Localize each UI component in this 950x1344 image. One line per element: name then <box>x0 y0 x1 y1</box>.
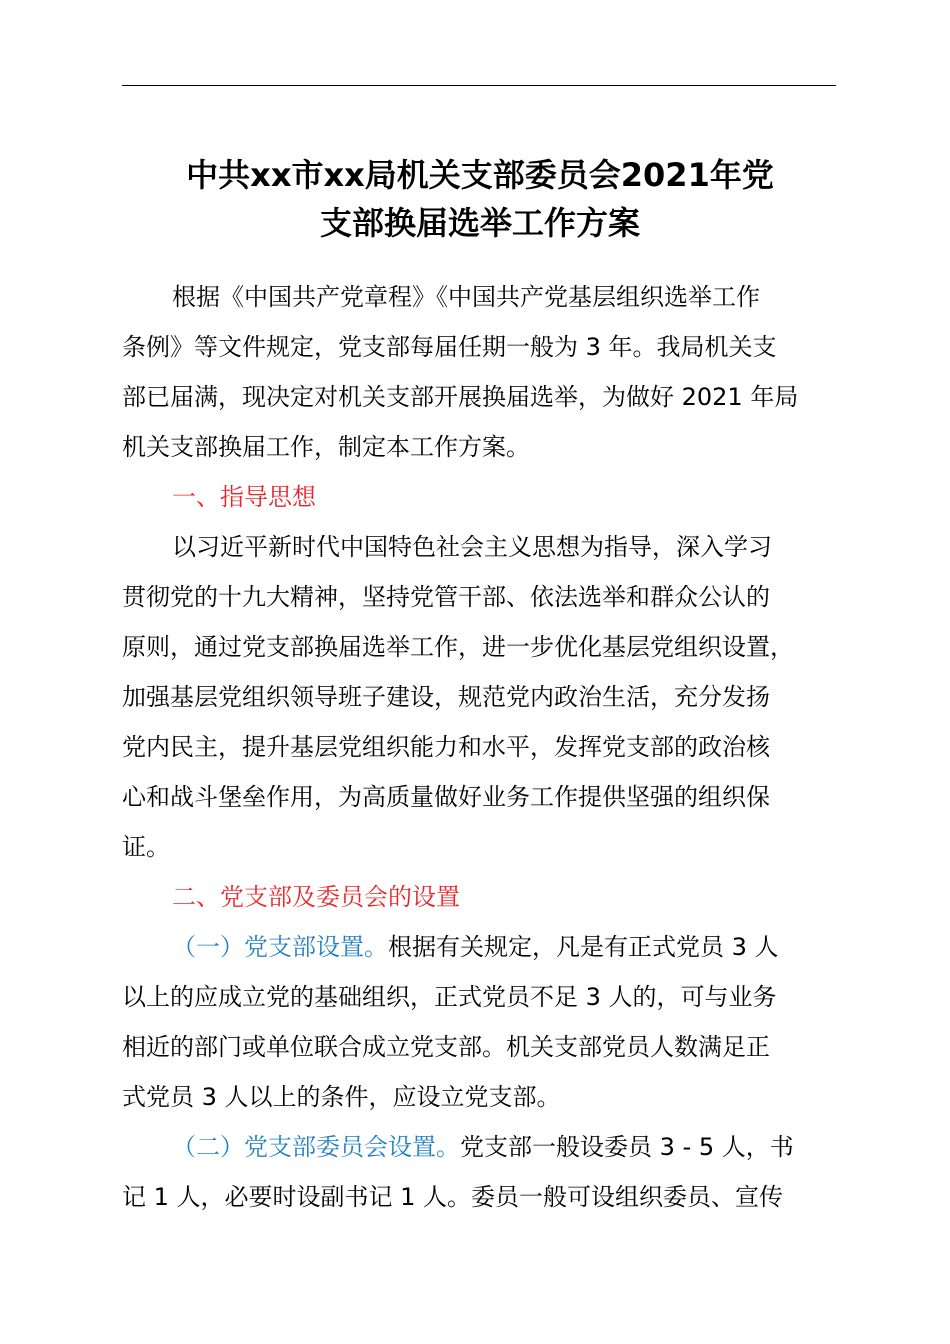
intro-line: 条例》等文件规定，党支部每届任期一般为 3 年。我局机关支 <box>122 333 777 361</box>
item-2-label: （二）党支部委员会设置。 <box>172 1133 460 1161</box>
section-1-line: 证。 <box>122 833 170 861</box>
intro-line: 部已届满，现决定对机关支部开展换届选举，为做好 2021 年局 <box>122 383 799 411</box>
intro-line: 根据《中国共产党章程》《中国共产党基层组织选举工作 <box>172 283 760 311</box>
section-2-line: 式党员 3 人以上的条件，应设立党支部。 <box>122 1083 561 1111</box>
intro-line: 机关支部换届工作，制定本工作方案。 <box>122 433 530 461</box>
header-rule <box>122 85 836 86</box>
document-title-line-2: 支部换届选举工作方案 <box>319 204 640 242</box>
section-2-item-1-first-line: （一）党支部设置。根据有关规定，凡是有正式党员 3 人 <box>172 933 779 961</box>
section-1-line: 加强基层党组织领导班子建设，规范党内政治生活，充分发扬 <box>122 683 770 711</box>
item-1-label: （一）党支部设置。 <box>172 933 388 961</box>
section-2-item-2-first-line: （二）党支部委员会设置。党支部一般设委员 3 - 5 人，书 <box>172 1133 794 1161</box>
section-1-line: 心和战斗堡垒作用，为高质量做好业务工作提供坚强的组织保 <box>122 783 770 811</box>
section-2-line: 记 1 人，必要时设副书记 1 人。委员一般可设组织委员、宣传 <box>122 1183 784 1211</box>
section-1-heading: 一、指导思想 <box>172 483 316 511</box>
section-2-line: 相近的部门或单位联合成立党支部。机关支部党员人数满足正 <box>122 1033 770 1061</box>
section-1-line: 党内民主，提升基层党组织能力和水平，发挥党支部的政治核 <box>122 733 770 761</box>
section-1-line: 原则，通过党支部换届选举工作，进一步优化基层党组织设置， <box>122 633 794 661</box>
document-title-line-1: 中共xx市xx局机关支部委员会2021年党 <box>186 156 774 194</box>
section-1-line: 以习近平新时代中国特色社会主义思想为指导，深入学习 <box>172 533 772 561</box>
section-1-line: 贯彻党的十九大精神，坚持党管干部、依法选举和群众公认的 <box>122 583 770 611</box>
section-2-heading: 二、党支部及委员会的设置 <box>172 883 460 911</box>
section-2-line: 以上的应成立党的基础组织，正式党员不足 3 人的，可与业务 <box>122 983 777 1011</box>
